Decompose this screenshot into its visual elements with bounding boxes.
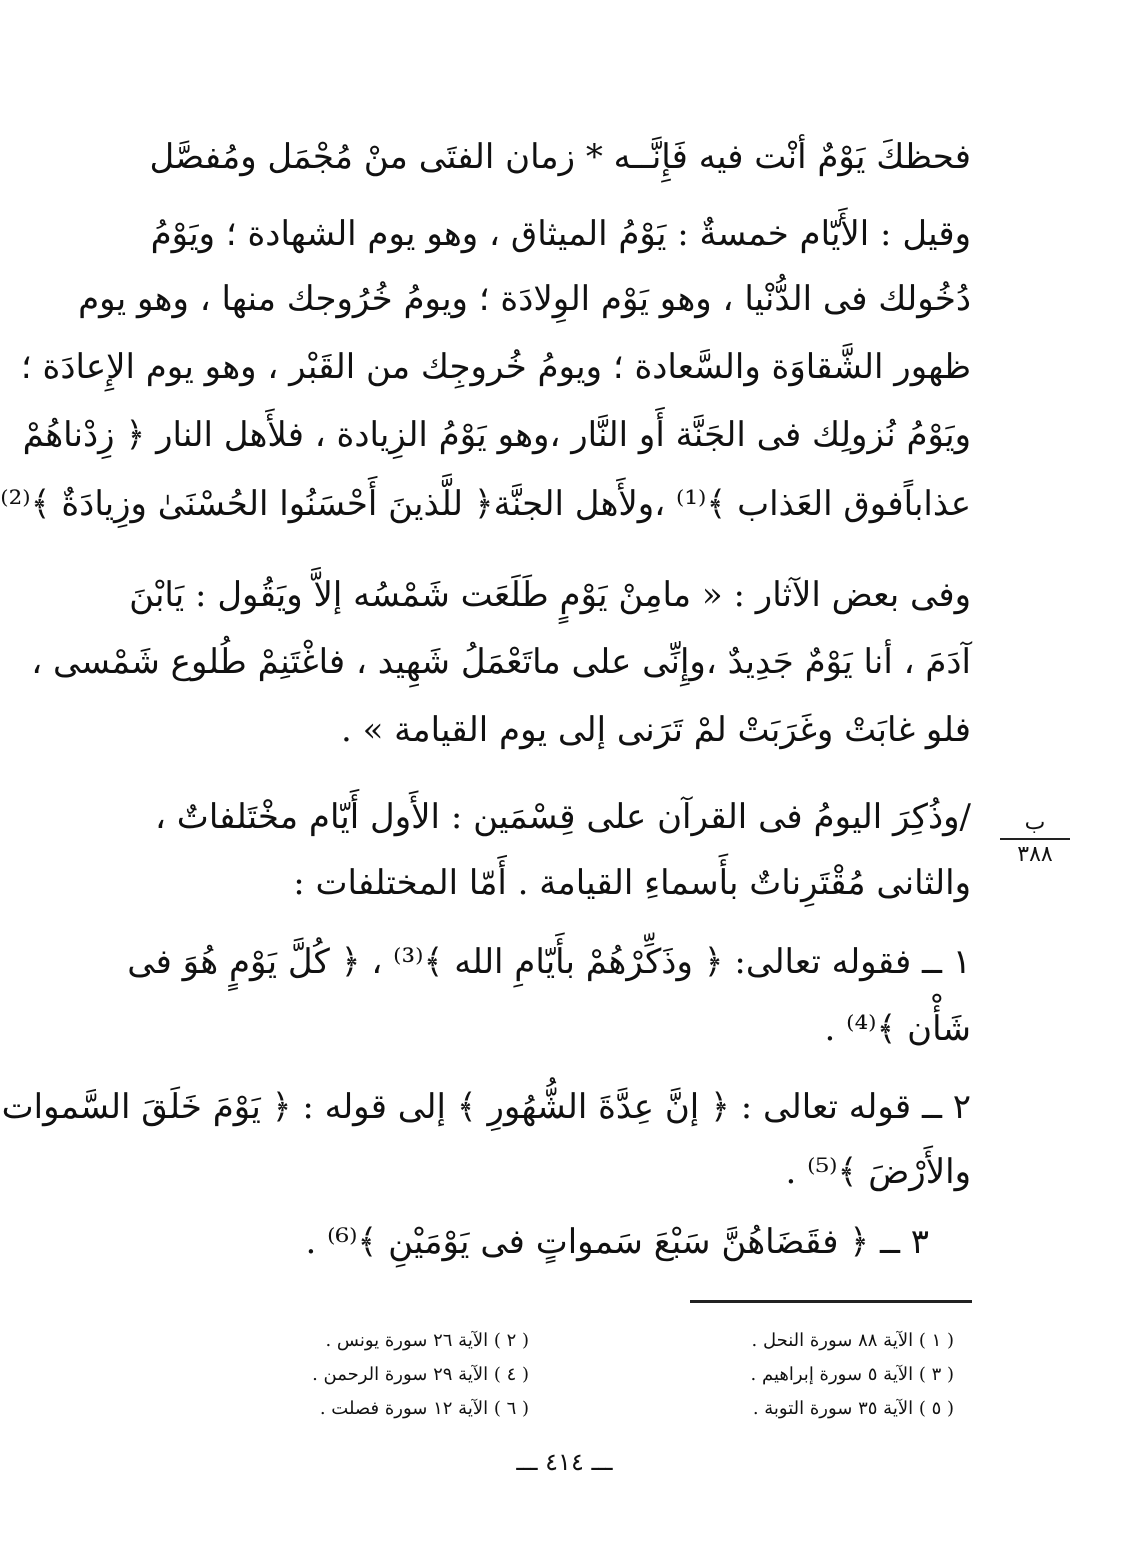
- poem-verse: فحظكَ يَوْمٌ أنْت فيه فَإِنَّــه * زمان الفتَى منْ مُجْمَل ومُفصَّل: [149, 137, 971, 177]
- page-number: ـــ ٤١٤ ـــ: [516, 1448, 613, 1476]
- footnote: ( ٤ ) الآية ٢٩ سورة الرحمن .: [312, 1364, 529, 1385]
- folio-divider: [1000, 838, 1070, 840]
- text-line: فلو غابَتْ وغَرَبَتْ لمْ تَرَنى إلى يوم القيامة » .: [340, 710, 971, 750]
- text-line: ٣ ــ ﴿ فقَضَاهُنَّ سَبْعَ سَمواتٍ فى يَوْمَيْنِ ﴾⁽⁶⁾ .: [305, 1222, 929, 1262]
- text-line: ويَوْمُ نُزولِك فى الجَنَّة أَو النَّار ،وهو يَوْمُ الزِيادة ، فلأَهل النار ﴿ زِدْناهُمْ: [22, 415, 971, 455]
- footnote: ( ٣ ) الآية ٥ سورة إبراهيم .: [750, 1364, 954, 1385]
- text-line: ١ ــ فقوله تعالى: ﴿ وذَكِّرْهُمْ بأَيّامِ الله ﴾⁽³⁾ ، ﴿ كُلَّ يَوْمٍ هُوَ فى: [127, 942, 971, 982]
- text-line: وقيل : الأَيّام خمسةٌ : يَوْمُ الميثاق ، وهو يوم الشهادة ؛ ويَوْمُ: [150, 214, 971, 254]
- text-line: وفى بعض الآثار : « مامِنْ يَوْمٍ طَلَعَت شَمْسُه إلاَّ ويَقُول : يَابْنَ: [129, 575, 971, 615]
- text-line: شَأْن ﴾⁽⁴⁾ .: [824, 1009, 971, 1049]
- text-line: والثانى مُقْتَرِناتٌ بأَسماءِ القيامة . أَمّا المختلفات :: [293, 863, 971, 903]
- text-line: والأَرْضَ ﴾⁽⁵⁾ .: [785, 1152, 971, 1192]
- footnote: ( ٢ ) الآية ٢٦ سورة يونس .: [325, 1330, 529, 1351]
- text-line: دُخُولك فى الدُّنْيا ، وهو يَوْم الوِلادَة ؛ ويومُ خُرُوجك منها ، وهو يوم: [78, 279, 971, 319]
- text-line: ظهور الشَّقاوَة والسَّعادة ؛ ويومُ خُروجِك من القَبْر ، وهو يوم الإِعادَة ؛: [20, 347, 971, 387]
- manuscript-folio-note: [1000, 812, 1070, 866]
- footnote: ( ٥ ) الآية ٣٥ سورة التوبة .: [752, 1398, 954, 1419]
- text-line: عذاباًفوق العَذاب ﴾⁽¹⁾ ،ولأَهل الجنَّة﴿ للَّذينَ أَحْسَنُوا الحُسْنَىٰ وزِيادَةٌ ﴾⁽²⁾: [0, 484, 971, 524]
- folio-side: ب: [1024, 810, 1046, 835]
- text-line: /وذُكِرَ اليومُ فى القرآن على قِسْمَين : الأَول أَيّام مخْتَلفاتٌ ،: [155, 797, 971, 837]
- folio-number: ٣٨٨: [1017, 842, 1053, 867]
- footnote: ( ١ ) الآية ٨٨ سورة النحل .: [751, 1330, 954, 1351]
- text-line: آدَمَ ، أنا يَوْمٌ جَدِيدٌ ،وإِنِّى على ماتَعْمَلُ شَهِيد ، فاغْتَنِمْ طُلوع شَمْسى ،: [31, 642, 971, 682]
- footnote: ( ٦ ) الآية ١٢ سورة فصلت .: [319, 1398, 529, 1419]
- text-line: ٢ ــ قوله تعالى : ﴿ إنَّ عِدَّةَ الشُّهُورِ ﴾ إلى قوله : ﴿ يَوْمَ خَلَقَ السَّموات: [1, 1087, 971, 1127]
- footnote-separator: [690, 1300, 972, 1303]
